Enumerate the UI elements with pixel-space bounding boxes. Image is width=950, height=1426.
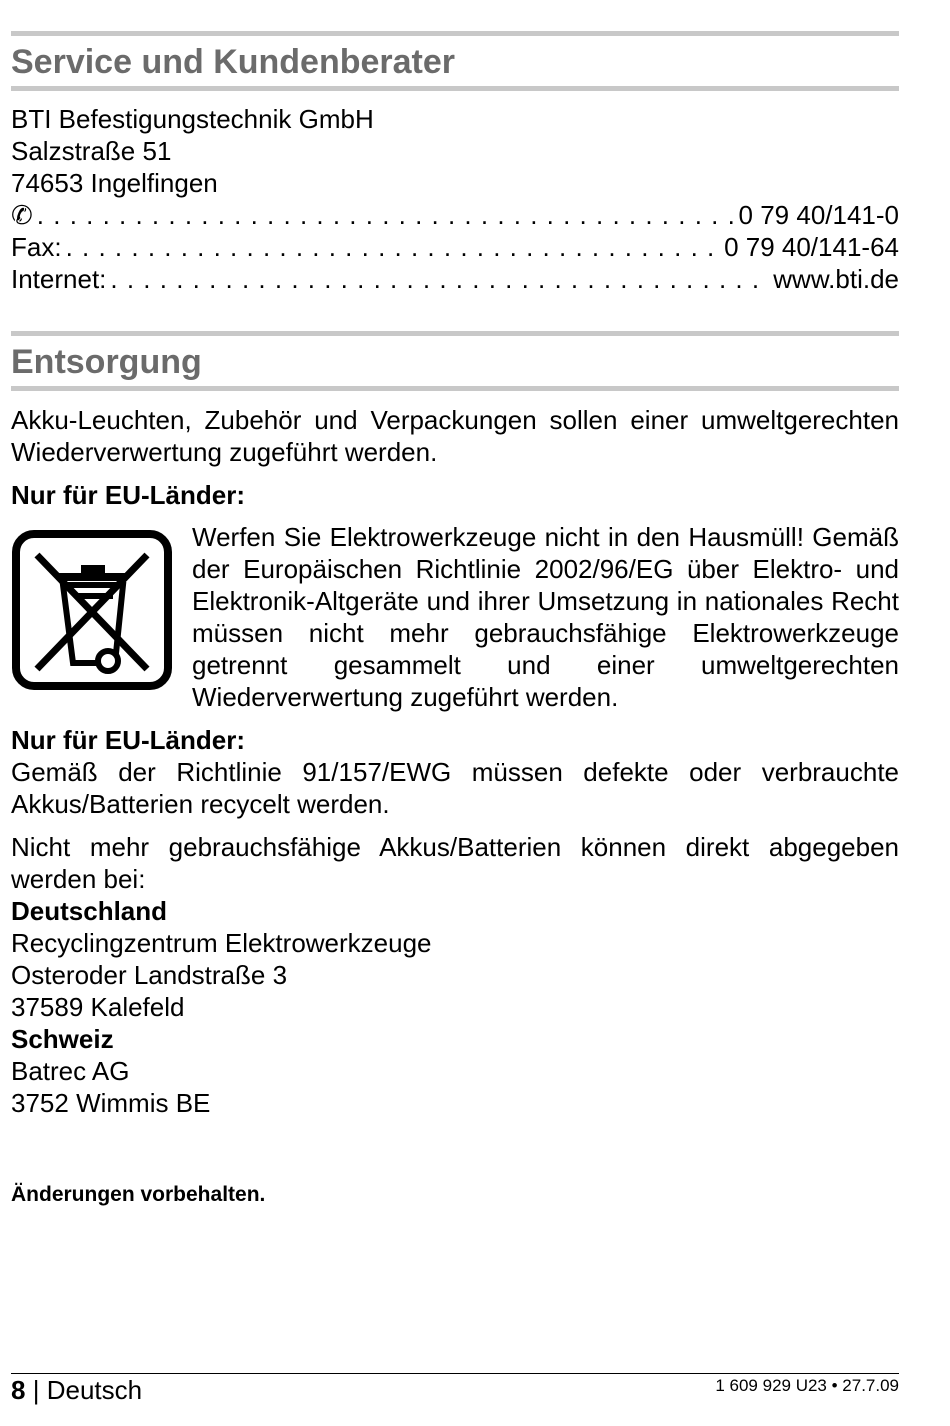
phone-icon: ✆ [11,200,33,230]
disposal-heading: Entsorgung [11,343,202,381]
crossed-out-wheelie-bin-icon [11,529,173,691]
page-number: 8 [11,1375,26,1405]
section-rule-top [11,331,899,336]
internet-label: Internet: [11,264,107,294]
internet-value[interactable]: www.bti.de [773,264,899,294]
company-city: 74653 Ingelfingen [11,168,218,198]
leader-dots [66,231,720,263]
footer-separator: | [32,1375,40,1405]
footer-rule [11,1373,899,1374]
switzerland-line-1: Batrec AG [11,1056,130,1086]
footer-language: Deutsch [46,1375,143,1405]
section-rule-bottom [11,386,899,391]
disposal-intro: Akku-Leuchten, Zubehör und Verpackungen sollen einer umweltgerechten Wiederverwertung zugeführt werden. [11,405,899,467]
fax-value: 0 79 40/141-64 [724,232,899,262]
fax-label: Fax: [11,232,62,262]
service-heading: Service und Kundenberater [11,43,456,81]
return-text: Nicht mehr gebrauchsfähige Akkus/Batterien können direkt abgegeben werden bei: [11,832,899,894]
changes-note: Änderungen vorbehalten. [11,1183,266,1206]
switzerland-label: Schweiz [11,1024,114,1054]
eu-heading: Nur für EU-Länder: [11,480,245,510]
germany-line-1: Recyclingzentrum Elektrowerkzeuge [11,928,432,958]
internet-row [11,263,899,295]
company-name: BTI Befestigungstechnik GmbH [11,104,374,134]
company-street: Salzstraße 51 [11,136,172,166]
eu-heading: Nur für EU-Länder: [11,725,245,755]
germany-label: Deutschland [11,896,168,926]
leader-dots [110,263,769,295]
switzerland-line-2: 3752 Wimmis BE [11,1088,211,1118]
germany-line-2: Osteroder Landstraße 3 [11,960,288,990]
doc-code: 1 609 929 U23 • 27.7.09 [715,1376,899,1395]
section-rule-top [11,31,899,36]
fax-row [11,231,899,263]
section-rule-bottom [11,86,899,91]
leader-dots [37,199,735,231]
battery-text: Gemäß der Richtlinie 91/157/EWG müssen defekte oder verbrauchte Akkus/Batterien recycelt werden. [11,757,899,819]
germany-line-3: 37589 Kalefeld [11,992,185,1022]
footer-page-info [11,1375,142,1405]
weee-text: Werfen Sie Elektrowerkzeuge nicht in den Hausmüll! Gemäß der Europäischen Richtlinie 2002/96/EG über Elektro- und Elektronik-Altgeräte und ihrer Umsetzung in nationales Recht müssen nicht mehr gebrauchsfähige Elektrowerkzeuge getrennt gesammelt und einer umweltgerechten Wiederverwertung zugeführt werden. [192,522,899,712]
phone-value: 0 79 40/141-0 [738,200,899,230]
phone-row [11,199,899,231]
